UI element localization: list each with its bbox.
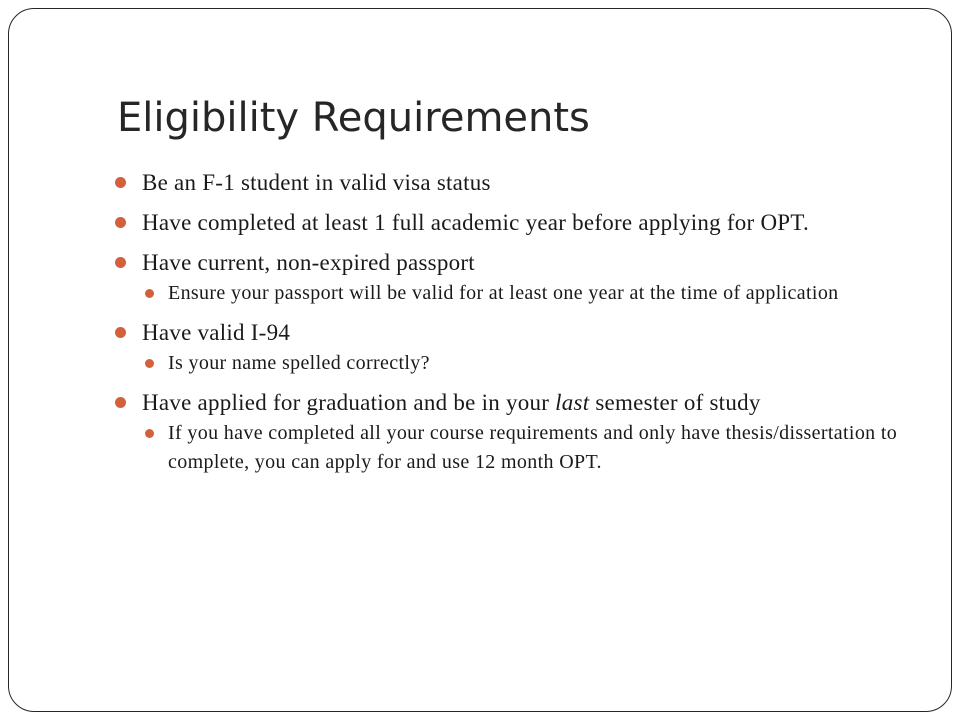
bullet-text: Have completed at least 1 full academic year before applying for OPT. — [142, 210, 809, 235]
sub-bullet-icon — [145, 289, 154, 298]
bullet-icon — [115, 397, 126, 408]
bullet-icon — [115, 177, 126, 188]
bullet-icon — [115, 257, 126, 268]
slide — [8, 8, 952, 712]
bullet-text-emphasis: last — [555, 390, 590, 415]
bullet-item-graduation — [115, 387, 915, 418]
sub-bullet-item-passport-validity — [115, 279, 915, 308]
bullet-icon — [115, 217, 126, 228]
sub-bullet-icon — [145, 359, 154, 368]
bullet-text — [142, 390, 761, 415]
sub-bullet-item-name-spelling — [115, 349, 915, 378]
bullet-icon — [115, 327, 126, 338]
bullet-text-after: semester of study — [589, 390, 761, 415]
bullet-text: Have current, non-expired passport — [142, 250, 475, 275]
sub-bullet-text: Ensure your passport will be valid for at least one year at the time of application — [168, 282, 839, 304]
slide-title: Eligibility Requirements — [117, 95, 590, 141]
sub-bullet-item-thesis-opt — [115, 419, 915, 477]
bullet-item-passport — [115, 247, 915, 278]
sub-bullet-text: Is your name spelled correctly? — [168, 352, 430, 374]
sub-bullet-icon — [145, 429, 154, 438]
sub-bullet-text: If you have completed all your course requirements and only have thesis/dissertation to complete, you can apply for and use 12 month OPT. — [168, 422, 898, 473]
bullet-text-before: Have applied for graduation and be in your — [142, 390, 556, 415]
bullet-item-i94 — [115, 317, 915, 348]
bullet-list — [115, 167, 915, 477]
bullet-text: Have valid I-94 — [142, 320, 291, 345]
bullet-item-academic-year — [115, 207, 915, 238]
bullet-text: Be an F-1 student in valid visa status — [142, 170, 491, 195]
bullet-item-f1-status — [115, 167, 915, 198]
